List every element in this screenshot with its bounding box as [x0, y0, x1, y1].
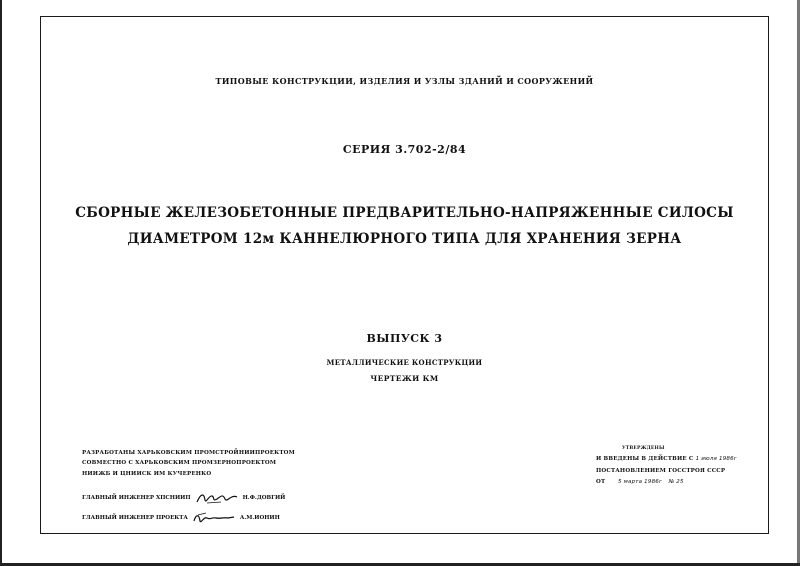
title-line-2: ДИАМЕТРОМ 12м КАННЕЛЮРНОГО ТИПА ДЛЯ ХРАНЕНИЯ ЗЕРНА: [127, 231, 682, 247]
issue-subject: МЕТАЛЛИЧЕСКИЕ КОНСТРУКЦИИ: [326, 358, 483, 367]
developers-line-2: СОВМЕСТНО С ХАРЬКОВСКИМ ПРОМЗЕРНОПРОЕКТОМ: [82, 460, 277, 466]
issue-label: ВЫПУСК 3: [366, 332, 443, 345]
approval-from-prefix: ОТ: [596, 479, 606, 485]
approval-line-1: УТВЕРЖДЕНЫ: [622, 446, 665, 451]
approval-line-3: ПОСТАНОВЛЕНИЕМ ГОССТРОЯ СССР: [596, 468, 726, 474]
title-line-1: СБОРНЫЕ ЖЕЛЕЗОБЕТОННЫЕ ПРЕДВАРИТЕЛЬНО-НАПРЯЖЕННЫЕ СИЛОСЫ: [75, 205, 734, 221]
scan-left-edge: [0, 0, 2, 566]
project-engineer-label: ГЛАВНЫЙ ИНЖЕНЕР ПРОЕКТА: [82, 515, 188, 521]
approval-line-2: [596, 456, 737, 462]
chief-engineer-row: [82, 490, 285, 506]
series-number: СЕРИЯ 3.702-2/84: [342, 143, 467, 156]
approval-decree-number: № 25: [668, 479, 684, 485]
chief-engineer-signature: [195, 490, 239, 506]
project-engineer-name: А.М.ИОНИН: [239, 515, 280, 521]
chief-engineer-label: ГЛАВНЫЙ ИНЖЕНЕР ХПСНИИП: [82, 495, 191, 501]
project-engineer-signature: [192, 510, 236, 526]
developers-line-3: НИИЖБ И ЦНИИСК ИМ КУЧЕРЕНКО: [82, 471, 212, 477]
developers-line-1: РАЗРАБОТАНЫ ХАРЬКОВСКИМ ПРОМСТРОЙНИИПРОЕКТОМ: [82, 450, 295, 456]
approval-effective-date: 1 июля 1986г: [695, 456, 737, 462]
issue-drawings: ЧЕРТЕЖИ КМ: [370, 374, 439, 383]
approval-effective-prefix: И ВВЕДЕНЫ В ДЕЙСТВИЕ С: [596, 456, 694, 462]
project-engineer-row: [82, 510, 280, 526]
approval-decree-date: 5 марта 1986г: [618, 479, 663, 485]
document-category: ТИПОВЫЕ КОНСТРУКЦИИ, ИЗДЕЛИЯ И УЗЛЫ ЗДАНИЙ И СООРУЖЕНИЙ: [215, 76, 594, 86]
approval-line-4: [596, 479, 684, 485]
chief-engineer-name: Н.Ф.ДОВГИЙ: [242, 495, 286, 501]
